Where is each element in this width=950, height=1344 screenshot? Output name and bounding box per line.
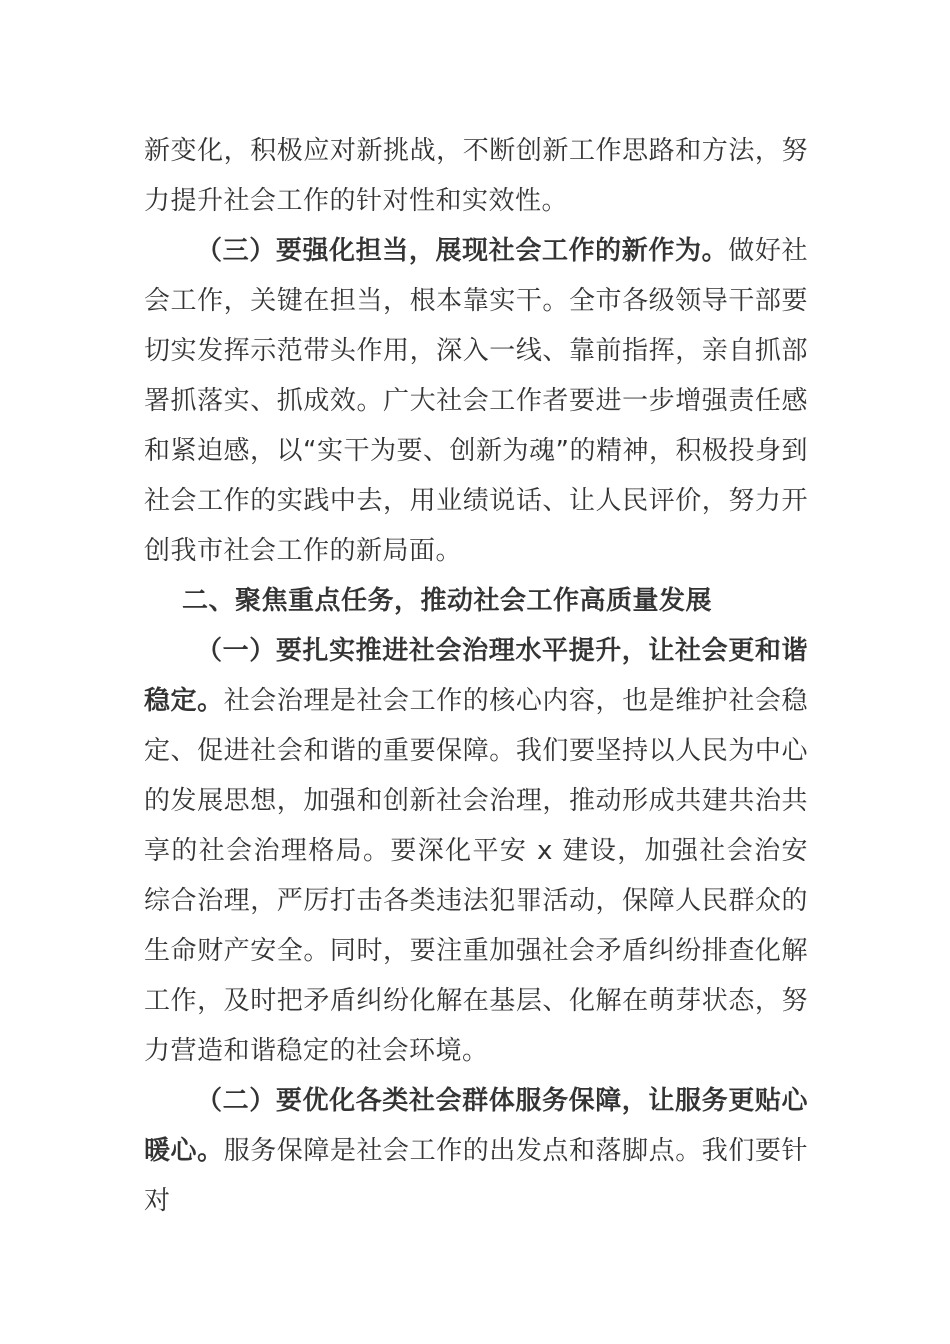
document-body: [144, 126, 808, 1226]
continuation-paragraph: [144, 126, 808, 226]
sub-2-lead: （二）要优化各类社会群体服务保障，让服务更贴心暖心。: [144, 1086, 808, 1166]
section-3-paragraph: [144, 226, 808, 576]
sub-1-body: 社会治理是社会工作的核心内容，也是维护社会稳定、促进社会和谐的重要保障。我们要坚持以人民为中心的发展思想，加强和创新社会治理，推动形成共建共治共享的社会治理格局。要深化平安 x 建设，加强社会治安综合治理，严厉打击各类违法犯罪活动，保障人民群众的生命财产安全。同时，要注重加强社会矛盾纠纷排查化解工作，及时把矛盾纠纷化解在基层、化解在萌芽状态，努力营造和谐稳定的社会环境。: [144, 686, 808, 1066]
section-3-lead: （三）要强化担当，展现社会工作的新作为。: [196, 236, 729, 266]
continuation-text: 新变化，积极应对新挑战，不断创新工作思路和方法，努力提升社会工作的针对性和实效性。: [144, 136, 808, 216]
sub-2-paragraph: [144, 1076, 808, 1226]
section-3-body: 做好社会工作，关键在担当，根本靠实干。全市各级领导干部要切实发挥示范带头作用，深入一线、靠前指挥，亲自抓部署抓落实、抓成效。广大社会工作者要进一步增强责任感和紧迫感，以“实干为要、创新为魂”的精神，积极投身到社会工作的实践中去，用业绩说话、让人民评价，努力开创我市社会工作的新局面。: [144, 236, 808, 566]
sub-1-paragraph: [144, 626, 808, 1076]
section-heading-2: 二、聚焦重点任务，推动社会工作高质量发展: [182, 586, 713, 616]
sub-1-lead: （一）要扎实推进社会治理水平提升，让社会更和谐稳定。: [144, 636, 808, 716]
sub-2-body: 服务保障是社会工作的出发点和落脚点。我们要针对: [144, 1136, 808, 1216]
